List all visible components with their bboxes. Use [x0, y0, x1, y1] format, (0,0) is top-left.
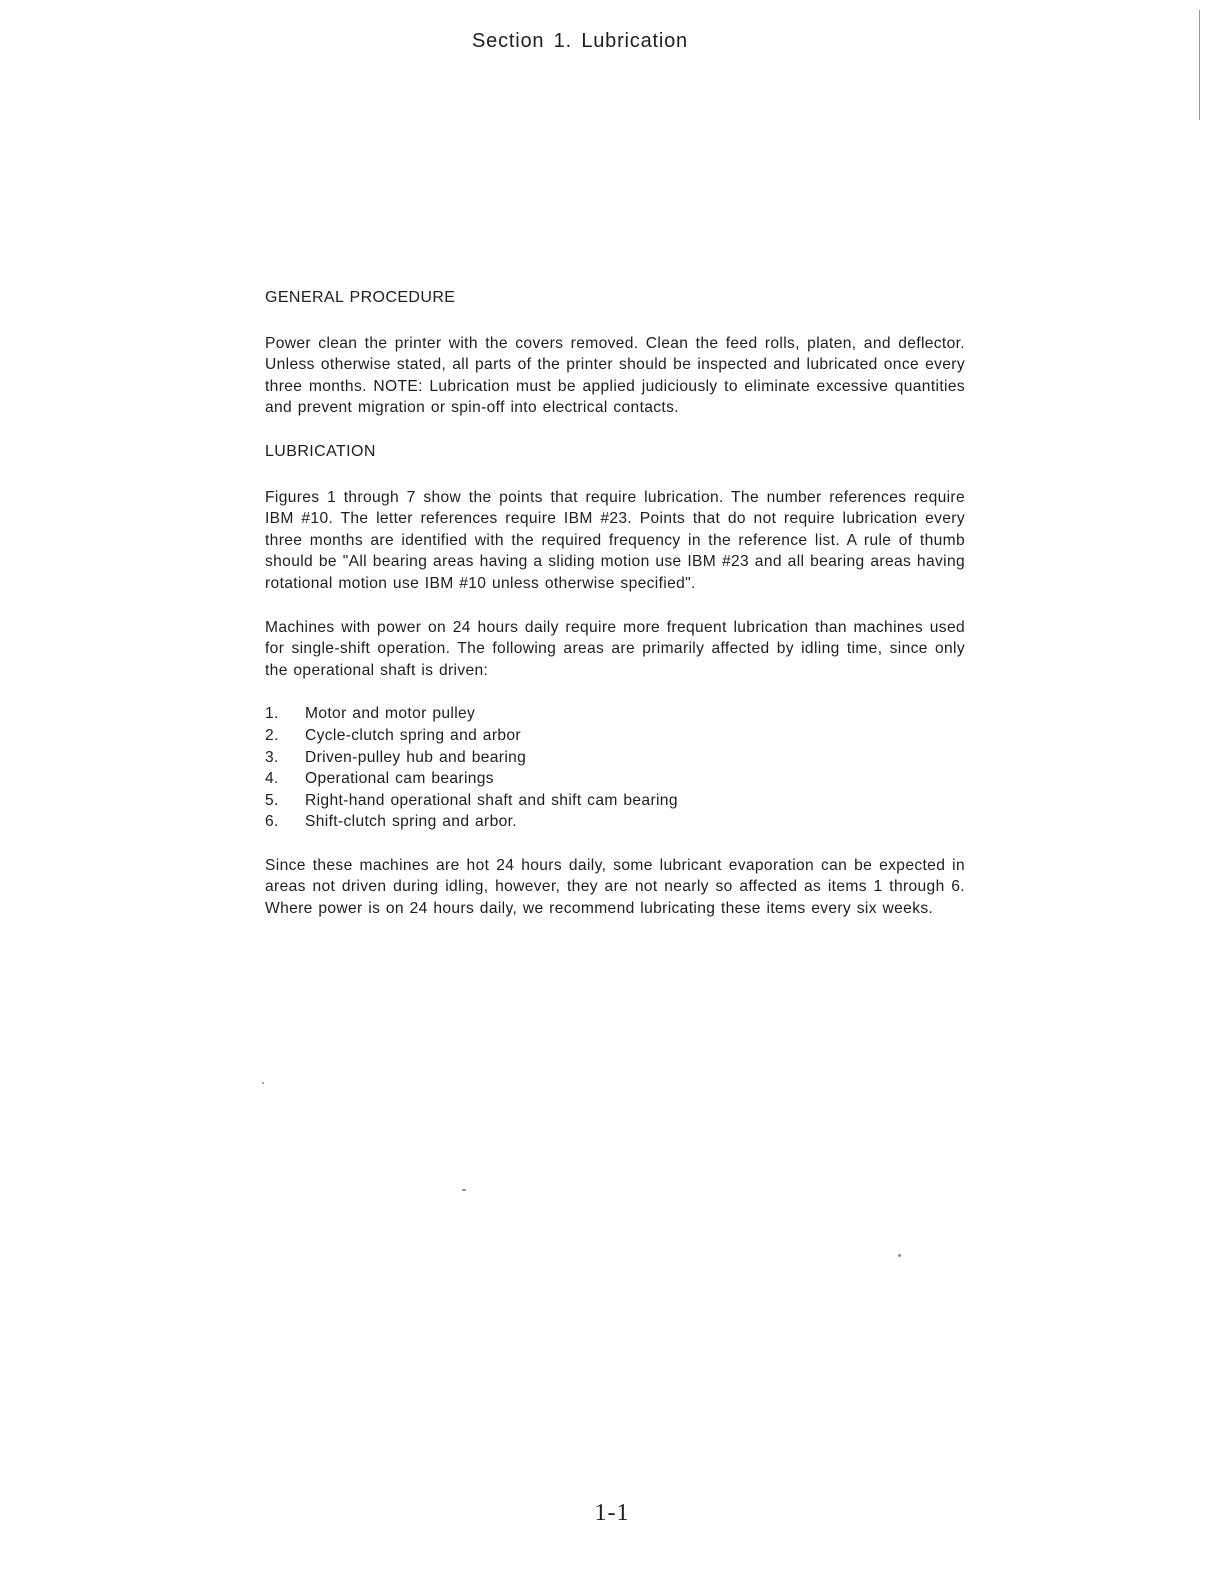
general-procedure-heading: GENERAL PROCEDURE — [265, 289, 456, 306]
page-title: Section 1. Lubrication — [472, 30, 688, 52]
scan-speck — [462, 1189, 466, 1191]
list-item-text: Motor and motor pulley — [305, 705, 476, 723]
lubrication-heading: LUBRICATION — [265, 442, 376, 460]
list-item-text: Right-hand operational shaft and shift cam bearing — [305, 791, 678, 809]
scan-edge-line — [1199, 10, 1200, 120]
list-item-number: 5. — [265, 791, 279, 809]
list-item — [265, 703, 965, 725]
list-item-number: 6. — [265, 813, 279, 831]
list-item-number: 4. — [265, 770, 279, 788]
list-item-text: Shift-clutch spring and arbor. — [305, 813, 517, 831]
lubrication-paragraph-3: Since these machines are hot 24 hours daily, some lubricant evaporation can be expected in areas not driven during idling, however, they are not nearly so affected as items 1 through 6. Where power is on 24 hours daily, we recommend lubricating these items every six weeks. — [265, 856, 965, 918]
list-item-number: 3. — [265, 748, 279, 766]
list-item-number: 2. — [265, 726, 279, 744]
list-item-number: 1. — [265, 705, 279, 723]
list-item — [265, 811, 965, 833]
list-item-text: Driven-pulley hub and bearing — [305, 748, 527, 766]
document-body — [265, 287, 965, 920]
page-number: 1-1 — [594, 1500, 630, 1526]
list-item-text: Cycle-clutch spring and arbor — [305, 726, 521, 744]
general-procedure-paragraph: Power clean the printer with the covers removed. Clean the feed rolls, platen, and deflector. Unless otherwise stated, all parts of the printer should be inspected and lubricated once every three months. NOTE: Lubrication must be applied judiciously to eliminate excessive quantities and prevent migration or spin-off into electrical contacts. — [265, 334, 965, 417]
list-item — [265, 790, 965, 812]
scan-speck — [898, 1254, 901, 1257]
scan-speck — [262, 1082, 264, 1084]
affected-areas-list — [265, 703, 965, 833]
lubrication-paragraph-2: Machines with power on 24 hours daily require more frequent lubrication than machines used for single-shift operation. The following areas are primarily affected by idling time, since only the operational shaft is driven: — [265, 618, 965, 679]
list-item — [265, 747, 965, 769]
list-item — [265, 725, 965, 747]
list-item — [265, 768, 965, 790]
list-item-text: Operational cam bearings — [305, 770, 494, 788]
lubrication-paragraph-1: Figures 1 through 7 show the points that require lubrication. The number references require IBM #10. The letter references require IBM #23. Points that do not require lubrication every three months are identified with the required frequency in the reference list. A rule of thumb should be "All bearing areas having a sliding motion use IBM #23 and all bearing areas having rotational motion use IBM #10 unless otherwise specified". — [265, 488, 965, 592]
